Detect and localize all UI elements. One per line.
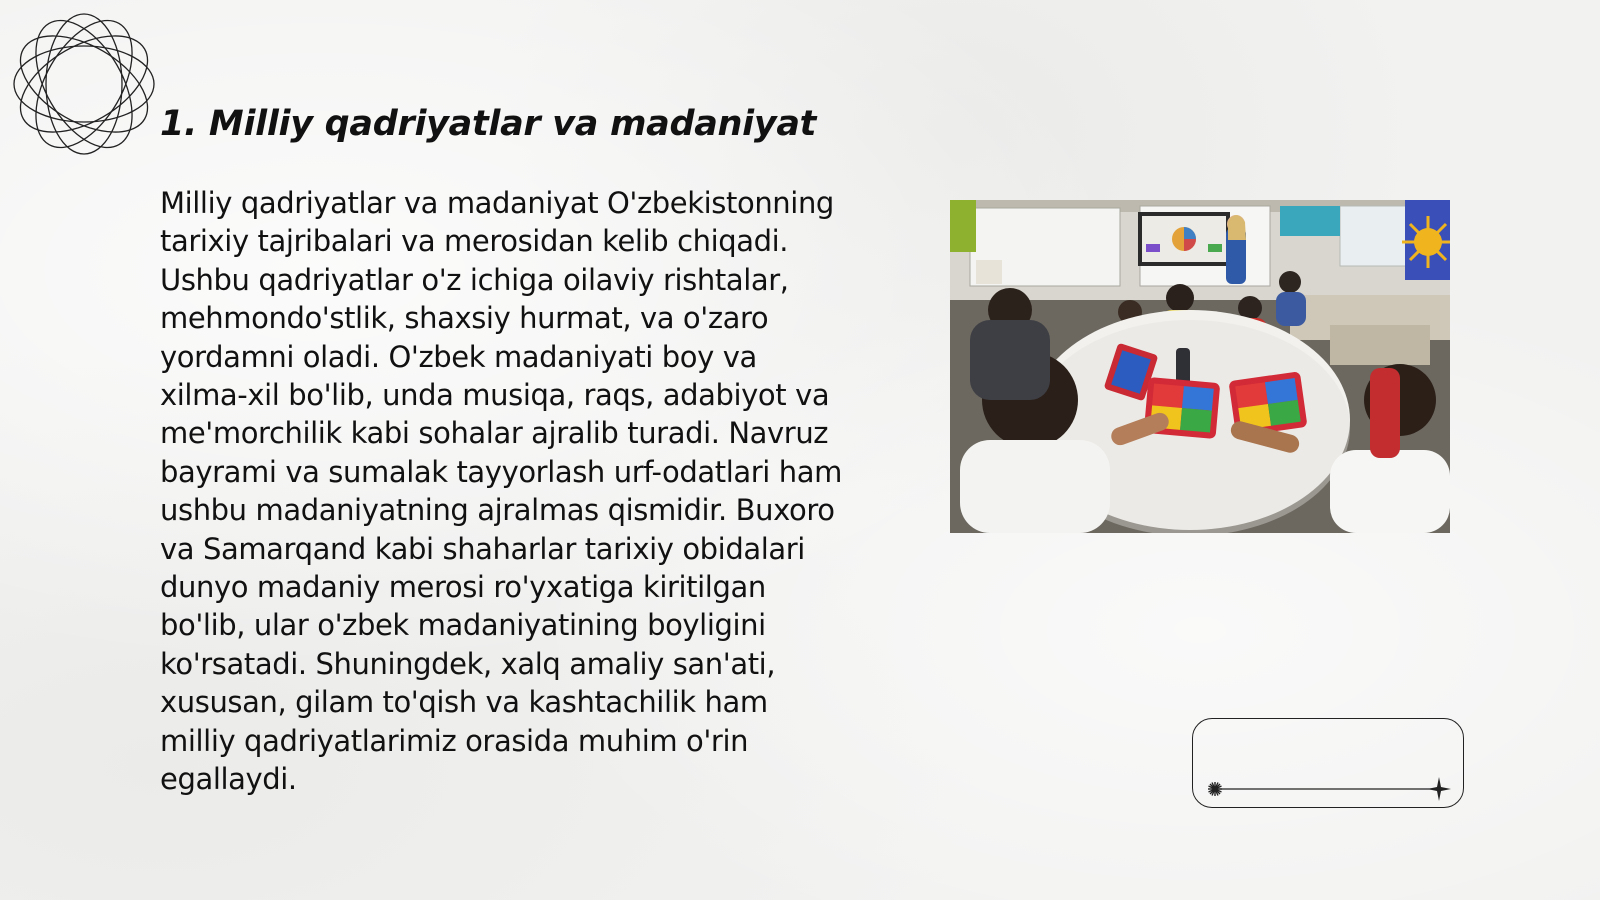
classroom-photo	[950, 200, 1450, 533]
decorative-card	[1192, 718, 1464, 808]
slide-title: 1. Milliy qadriyatlar va madaniyat	[160, 104, 817, 144]
slide-body-text: Milliy qadriyatlar va madaniyat O'zbekistonning tarixiy tajribalari va merosidan kelib chiqadi. Ushbu qadriyatlar o'z ichiga oilaviy rishtalar, mehmondo'stlik, shaxsiy hurmat, va o'zaro yordamni oladi. O'zbek madaniyati boy va xilma-xil bo'lib, unda musiqa, raqs, adabiyot va me'morchilik kabi sohalar ajralib turadi. Navruz bayrami va sumalak tayyorlash urf-odatlari ham ushbu madaniyatning ajralmas qismidir. Buxoro va Samarqand kabi shaharlar tarixiy obidalari dunyo madaniy merosi ro'yxatiga kiritilgan bo'lib, ular o'zbek madaniyatining boyligini ko'rsatadi. Shuningdek, xalq amaliy san'ati, xususan, gilam to'qish va kashtachilik ham milliy qadriyatlarimiz orasida muhim o'rin egallaydi.	[160, 186, 842, 797]
circular-line-ornament-icon	[10, 10, 158, 158]
four-point-star-icon	[1427, 777, 1451, 801]
starburst-icon	[1208, 782, 1222, 796]
